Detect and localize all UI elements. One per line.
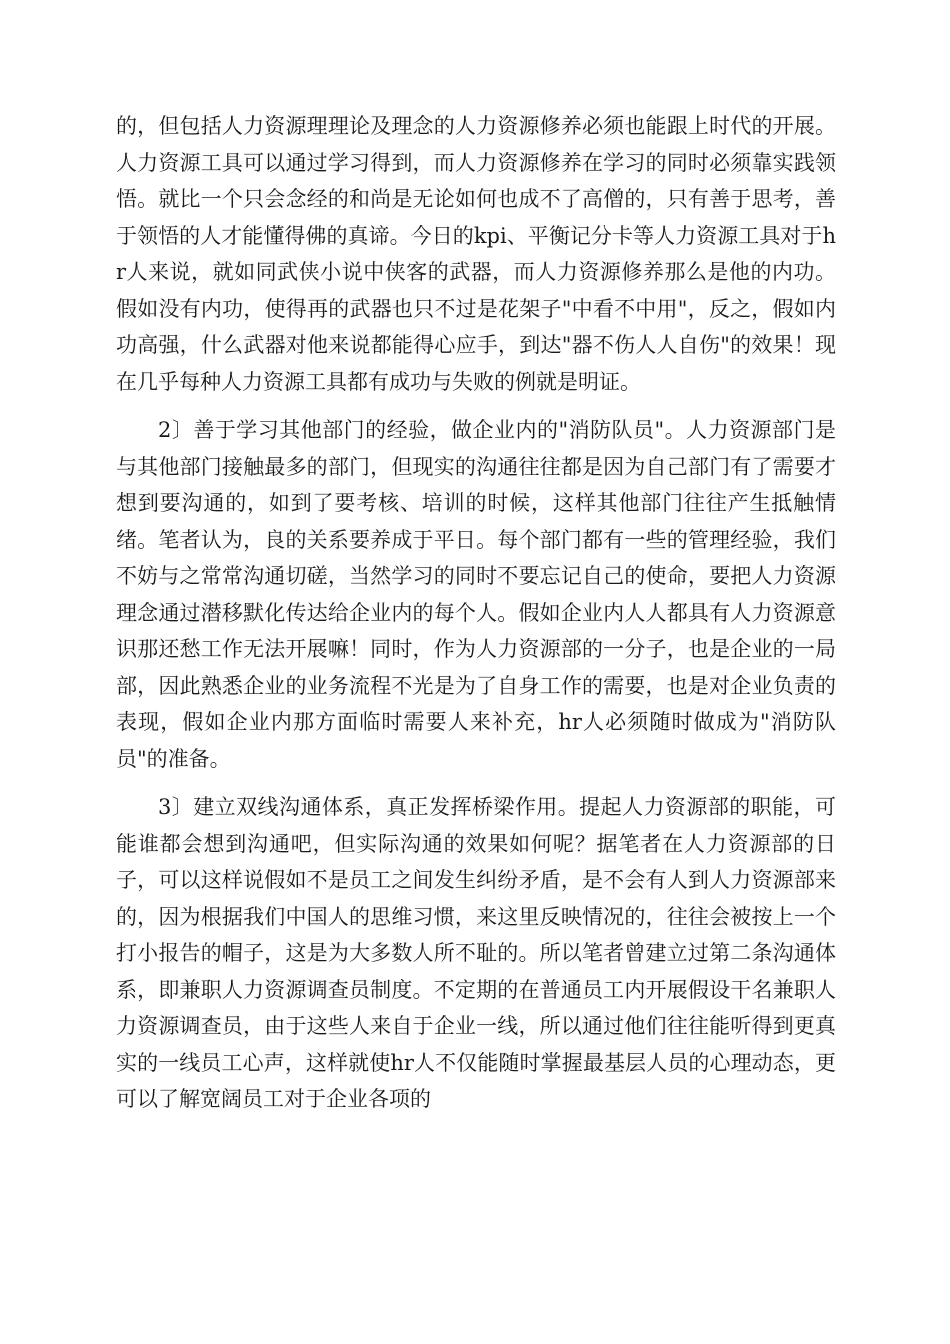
- paragraph-point-2: 2〕善于学习其他部门的经验，做企业内的"消防队员"。人力资源部门是与其他部门接触最多的部门，但现实的沟通往往都是因为自己部门有了需要才想到要沟通的，如到了要考核、培训的时候，这样其他部门往往产生抵触情绪。笔者认为，良的关系要养成于平日。每个部门都有一些的管理经验，我们不妨与之常常沟通切磋，当然学习的同时不要忘记自己的使命，要把人力资源理念通过潜移默化传达给企业内的每个人。假如企业内人人都具有人力资源意识那还愁工作无法开展嘛！同时，作为人力资源部的一分子，也是企业的一局部，因此熟悉企业的业务流程不光是为了自身工作的需要，也是对企业负责的表现，假如企业内那方面临时需要人来补充，hr人必须随时做成为"消防队员"的准备。: [116, 418, 836, 771]
- document-page: [116, 108, 836, 1118]
- paragraph-continued: 的，但包括人力资源理理论及理念的人力资源修养必须也能跟上时代的开展。人力资源工具可以通过学习得到，而人力资源修养在学习的同时必须靠实践领悟。就比一个只会念经的和尚是无论如何也成不了高僧的，只有善于思考，善于领悟的人才能懂得佛的真谛。今日的kpi、平衡记分卡等人力资源工具对于hr人来说，就如同武侠小说中侠客的武器，而人力资源修养那么是他的内功。假如没有内功，使得再的武器也只不过是花架子"中看不中用"，反之，假如内功高强，什么武器对他来说都能得心应手，到达"器不伤人人自伤"的效果！现在几乎每种人力资源工具都有成功与失败的例就是明证。: [116, 114, 836, 394]
- paragraph-point-3: 3〕建立双线沟通体系，真正发挥桥梁作用。提起人力资源部的职能，可能谁都会想到沟通吧，但实际沟通的效果如何呢？据笔者在人力资源部的日子，可以这样说假如不是员工之间发生纠纷矛盾，是不会有人到人力资源部来的，因为根据我们中国人的思维习惯，来这里反映情况的，往往会被按上一个打小报告的帽子，这是为大多数人所不耻的。所以笔者曾建立过第二条沟通体系，即兼职人力资源调查员制度。不定期的在普通员工内开展假设干名兼职人力资源调查员，由于这些人来自于企业一线，所以通过他们往往能听得到更真实的一线员工心声，这样就使hr人不仅能随时掌握最基层人员的心理动态，更可以了解宽阔员工对于企业各项的: [116, 795, 836, 1111]
